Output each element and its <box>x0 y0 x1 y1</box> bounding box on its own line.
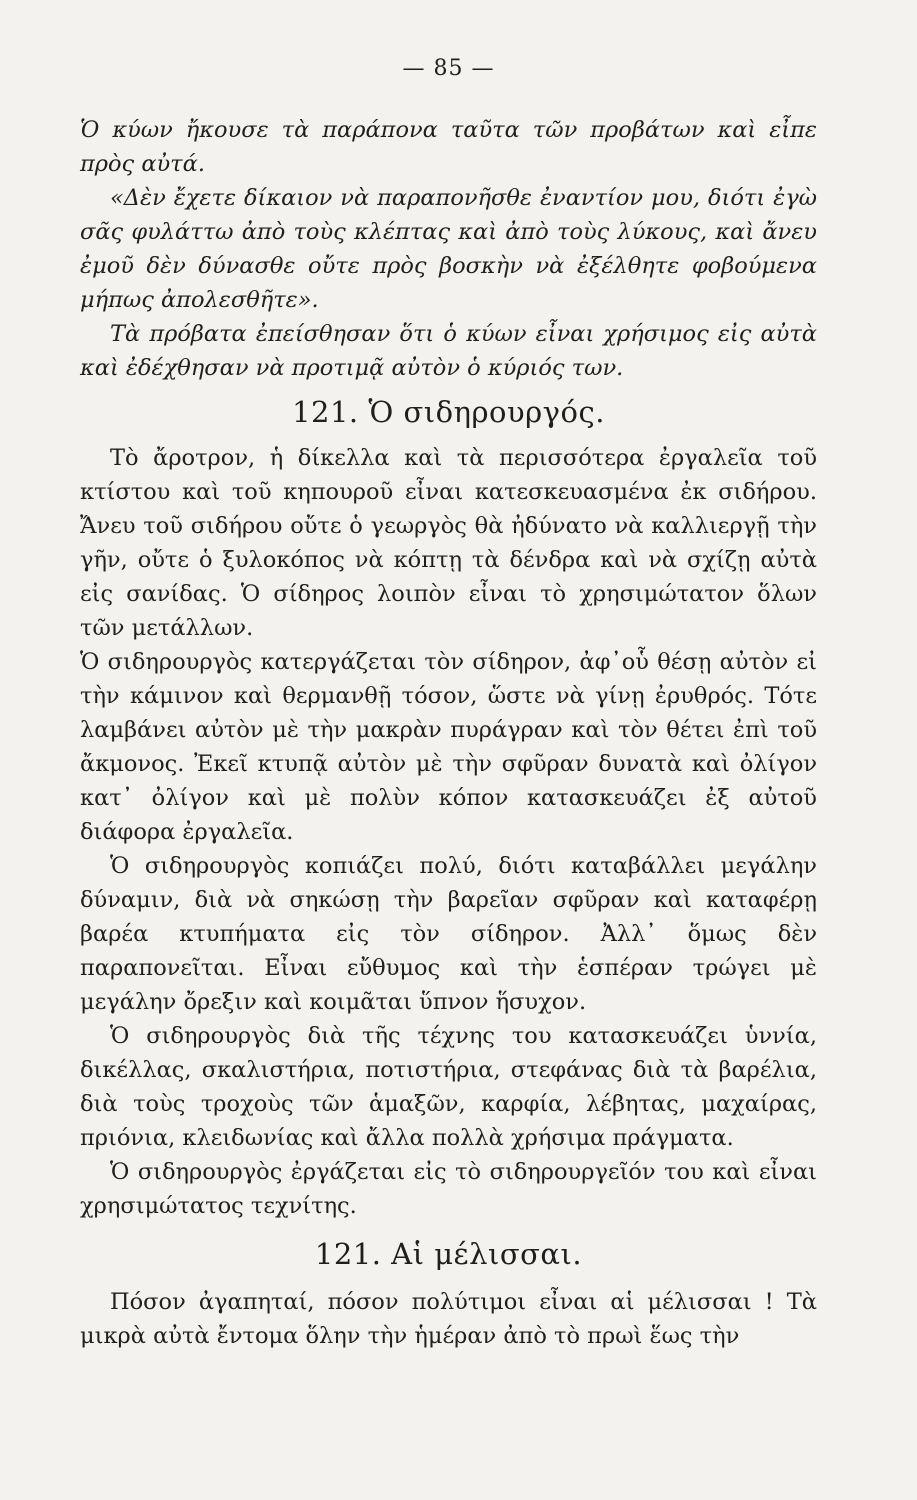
page-number: — 85 — <box>402 56 495 81</box>
paragraph-dog-speech: «Δὲν ἔχετε δίκαιον νὰ παραπονῆσθε ἐναντίον μου, διότι ἐγὼ σᾶς φυλάττω ἀπὸ τοὺς κλέπτας καὶ ἀπὸ τοὺς λύκους, καὶ ἄνευ ἐμοῦ δὲν δύνασθε οὔτε πρὸς βοσκὴν νὰ ἐξέλθητε φοβούμενα μήπως ἀπολεσθῆτε». <box>80 185 817 313</box>
paragraph-blacksmith-makes: Ὁ σιδηρουργὸς διὰ τῆς τέχνης του κατασκευάζει ὑννία, δικέλλας, σκαλιστήρια, ποτιστήρια, στεφάνας διὰ τὰ βαρέλια, διὰ τοὺς τροχοὺς τῶν ἁμαξῶν, καρφία, λέβητας, μαχαίρας, πριόνια, κλειδωνίας καὶ ἄλλα πολλὰ χρήσιμα πράγματα. <box>80 1023 817 1151</box>
section-heading-bees: 121. Αἱ μέλισσαι. <box>314 1237 583 1271</box>
paragraph-blacksmith-useful: Ὁ σιδηρουργὸς ἐργάζεται εἰς τὸ σιδηρουργεῖόν του καὶ εἶναι χρησιμώτατος τεχνίτης. <box>80 1159 817 1219</box>
paragraph-sheep-persuaded: Τὰ πρόβατα ἐπείσθησαν ὅτι ὁ κύων εἶναι χρήσιμος εἰς αὐτὰ καὶ ἐδέχθησαν νὰ προτιμᾷ αὐτὸν ὁ κύριός των. <box>80 321 817 381</box>
paragraph-dog-heard: Ὁ κύων ἤκουσε τὰ παράπονα ταῦτα τῶν προβάτων καὶ εἶπε πρὸς αὐτά. <box>80 117 817 177</box>
section-heading-blacksmith: 121. Ὁ σιδηρουργός. <box>292 395 605 429</box>
paragraph-blacksmith-labors: Ὁ σιδηρουργὸς κοπιάζει πολύ, διότι καταβάλλει μεγάλην δύναμιν, διὰ νὰ σηκώσῃ τὴν βαρεῖαν σφῦραν καὶ καταφέρῃ βαρέα κτυπήματα εἰς τὸν σίδηρον. Ἀλλ᾽ ὅμως δὲν παραπονεῖται. Εἶναι εὔθυμος καὶ τὴν ἑσπέραν τρώγει μὲ μεγάλην ὄρεξιν καὶ κοιμᾶται ὕπνον ἥσυχον. <box>80 853 817 1015</box>
paragraph-blacksmith-works-iron: Ὁ σιδηρουργὸς κατεργάζεται τὸν σίδηρον, ἀφ᾽οὗ θέσῃ αὐτὸν εἰ τὴν κάμινον καὶ θερμανθῇ τόσον, ὥστε νὰ γίνῃ ἐρυθρός. Τότε λαμβάνει αὐτὸν μὲ τὴν μακρὰν πυράγραν καὶ τὸν θέτει ἐπὶ τοῦ ἄκμονος. Ἐκεῖ κτυπᾷ αὐτὸν μὲ τὴν σφῦραν δυνατὰ καὶ ὀλίγον κατ᾽ ὀλίγον καὶ μὲ πολὺν κόπον κατασκευάζει ἐξ αὐτοῦ διάφορα ἐργαλεῖα. <box>80 649 817 845</box>
paragraph-iron-tools: Τὸ ἄροτρον, ἡ δίκελλα καὶ τὰ περισσότερα ἐργαλεῖα τοῦ κτίστου καὶ τοῦ κηπουροῦ εἶναι κατεσκευασμένα ἐκ σιδήρου. Ἄνευ τοῦ σιδήρου οὔτε ὁ γεωργὸς θὰ ἠδύνατο νὰ καλλιεργῇ τὴν γῆν, οὔτε ὁ ξυλοκόπος νὰ κόπτῃ τὰ δένδρα καὶ νὰ σχίζῃ αὐτὰ εἰς σανίδας. Ὁ σίδηρος λοιπὸν εἶναι τὸ χρησιμώτατον ὅλων τῶν μετάλλων. <box>80 445 817 641</box>
paragraph-bees-intro: Πόσον ἀγαπηταί, πόσον πολύτιμοι εἶναι αἱ μέλισσαι ! Τὰ μικρὰ αὐτὰ ἔντομα ὅλην τὴν ἡμέραν ἀπὸ τὸ πρωὶ ἕως τὴν <box>80 1289 817 1349</box>
